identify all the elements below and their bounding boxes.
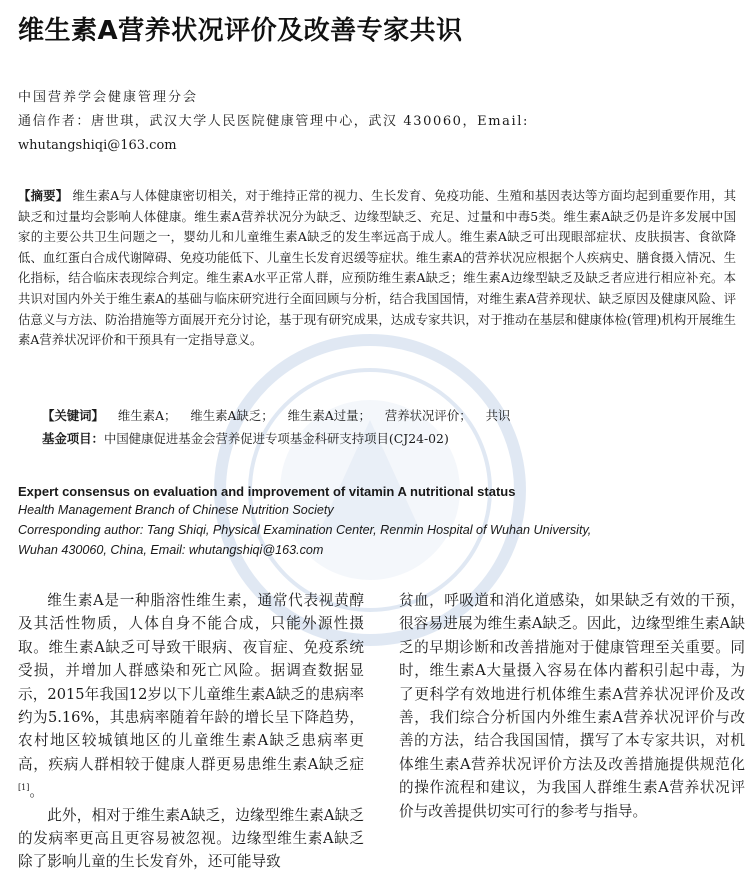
abstract-label: 【摘要】 <box>18 188 69 203</box>
body-paragraph: 此外，相对于维生素A缺乏，边缘型维生素A缺乏的发病率更高且更容易被忽视。边缘型维生素A缺乏除了影响儿童的生长发育外，还可能导致 <box>18 806 364 871</box>
corresponding-author: 通信作者：唐世琪，武汉大学人民医院健康管理中心，武汉 430060，Email: <box>18 114 530 129</box>
funding-text: 中国健康促进基金会营养促进专项基金科研支持项目(CJ24-02) <box>103 431 449 446</box>
paragraph-end: 。 <box>29 783 44 801</box>
citation-ref[interactable]: [1] <box>18 783 30 793</box>
keyword-item: 维生素A缺乏； <box>190 408 274 423</box>
english-author-line: Corresponding author: Tang Shiqi, Physical Examination Center, Renmin Hospital of Wuhan University, <box>18 523 592 537</box>
keyword-item: 维生素A过量； <box>287 408 371 423</box>
body-column-left <box>18 589 364 874</box>
english-title: Expert consensus on evaluation and improvement of vitamin A nutritional status <box>18 484 516 499</box>
paper-title: 维生素A营养状况评价及改善专家共识 <box>18 16 463 46</box>
keywords-label: 【关键词】 <box>42 408 104 423</box>
body-paragraph <box>18 589 364 804</box>
keyword-item: 营养状况评价； <box>384 408 472 423</box>
author-organization: 中国营养学会健康管理分会 <box>18 90 199 105</box>
body-column-right <box>399 589 745 823</box>
paragraph-text: 维生素A是一种脂溶性维生素，通常代表视黄醇及其活性物质，人体自身不能合成，只能外源性摄取。维生素A缺乏可导致干眼病、夜盲症、免疫系统受损，并增加人群感染和死亡风险。据调查数据显示，2015年我国12岁以下儿童维生素A缺乏的患病率约为5.16%，其患病率随着年龄的增长呈下降趋势，农村地区较城镇地区的儿童维生素A缺乏患病率更高，疾病人群相较于健康人群更易患维生素A缺乏症 <box>18 592 364 773</box>
english-address-line: Wuhan 430060, China, Email: whutangshiqi@163.com <box>18 543 324 557</box>
keyword-item: 共识 <box>485 408 511 423</box>
abstract-text: 维生素A与人体健康密切相关，对于维持正常的视力、生长发育、免疫功能、生殖和基因表达等方面均起到重要作用，其缺乏和过量均会影响人体健康。维生素A营养状况分为缺乏、边缘型缺乏、充足、过量和中毒5类。维生素A缺乏仍是许多发展中国家的主要公共卫生问题之一，婴幼儿和儿童维生素A缺乏的发生率远高于成人。维生素A缺乏可出现眼部症状、皮肤损害、食欲降低、血红蛋白合成代谢障碍、免疫功能低下、儿童生长发育迟缓等症状。维生素A的营养状况应根据个人疾病史、膳食摄入情况、生化指标，结合临床表现综合判定。维生素A水平正常人群，应预防维生素A缺乏；维生素A边缘型缺乏及缺乏者应进行相应补充。本共识对国内外关于维生素A的基础与临床研究进行全面回顾与分析，结合我国国情，对维生素A营养现状、缺乏原因及健康风险、评估意义与方法、防治措施等方面展开充分讨论，基于现有研究成果，达成专家共识，对于推动在基层和健康体检(管理)机构开展维生素A营养状况评价和干预具有一定指导意义。 <box>18 188 736 348</box>
funding <box>42 429 449 447</box>
abstract <box>18 186 736 351</box>
funding-label: 基金项目： <box>42 431 104 446</box>
keyword-item: 维生素A； <box>117 408 177 423</box>
corresponding-email: whutangshiqi@163.com <box>18 138 177 153</box>
keywords <box>42 406 520 424</box>
english-organization: Health Management Branch of Chinese Nutrition Society <box>18 503 334 517</box>
body-paragraph: 贫血，呼吸道和消化道感染，如果缺乏有效的干预，很容易进展为维生素A缺乏。因此，边缘型维生素A缺乏的早期诊断和改善措施对于健康管理至关重要。同时，维生素A大量摄入容易在体内蓄积引起中毒，为了更科学有效地进行机体维生素A营养状况评价及改善，我们综合分析国内外维生素A营养状况评价与改善的方法，结合我国国情，撰写了本专家共识，对机体维生素A营养状况评价方法及改善措施提供规范化的操作流程和建议，为我国人群维生素A营养状况评价与改善提供切实可行的参考与指导。 <box>399 592 745 820</box>
